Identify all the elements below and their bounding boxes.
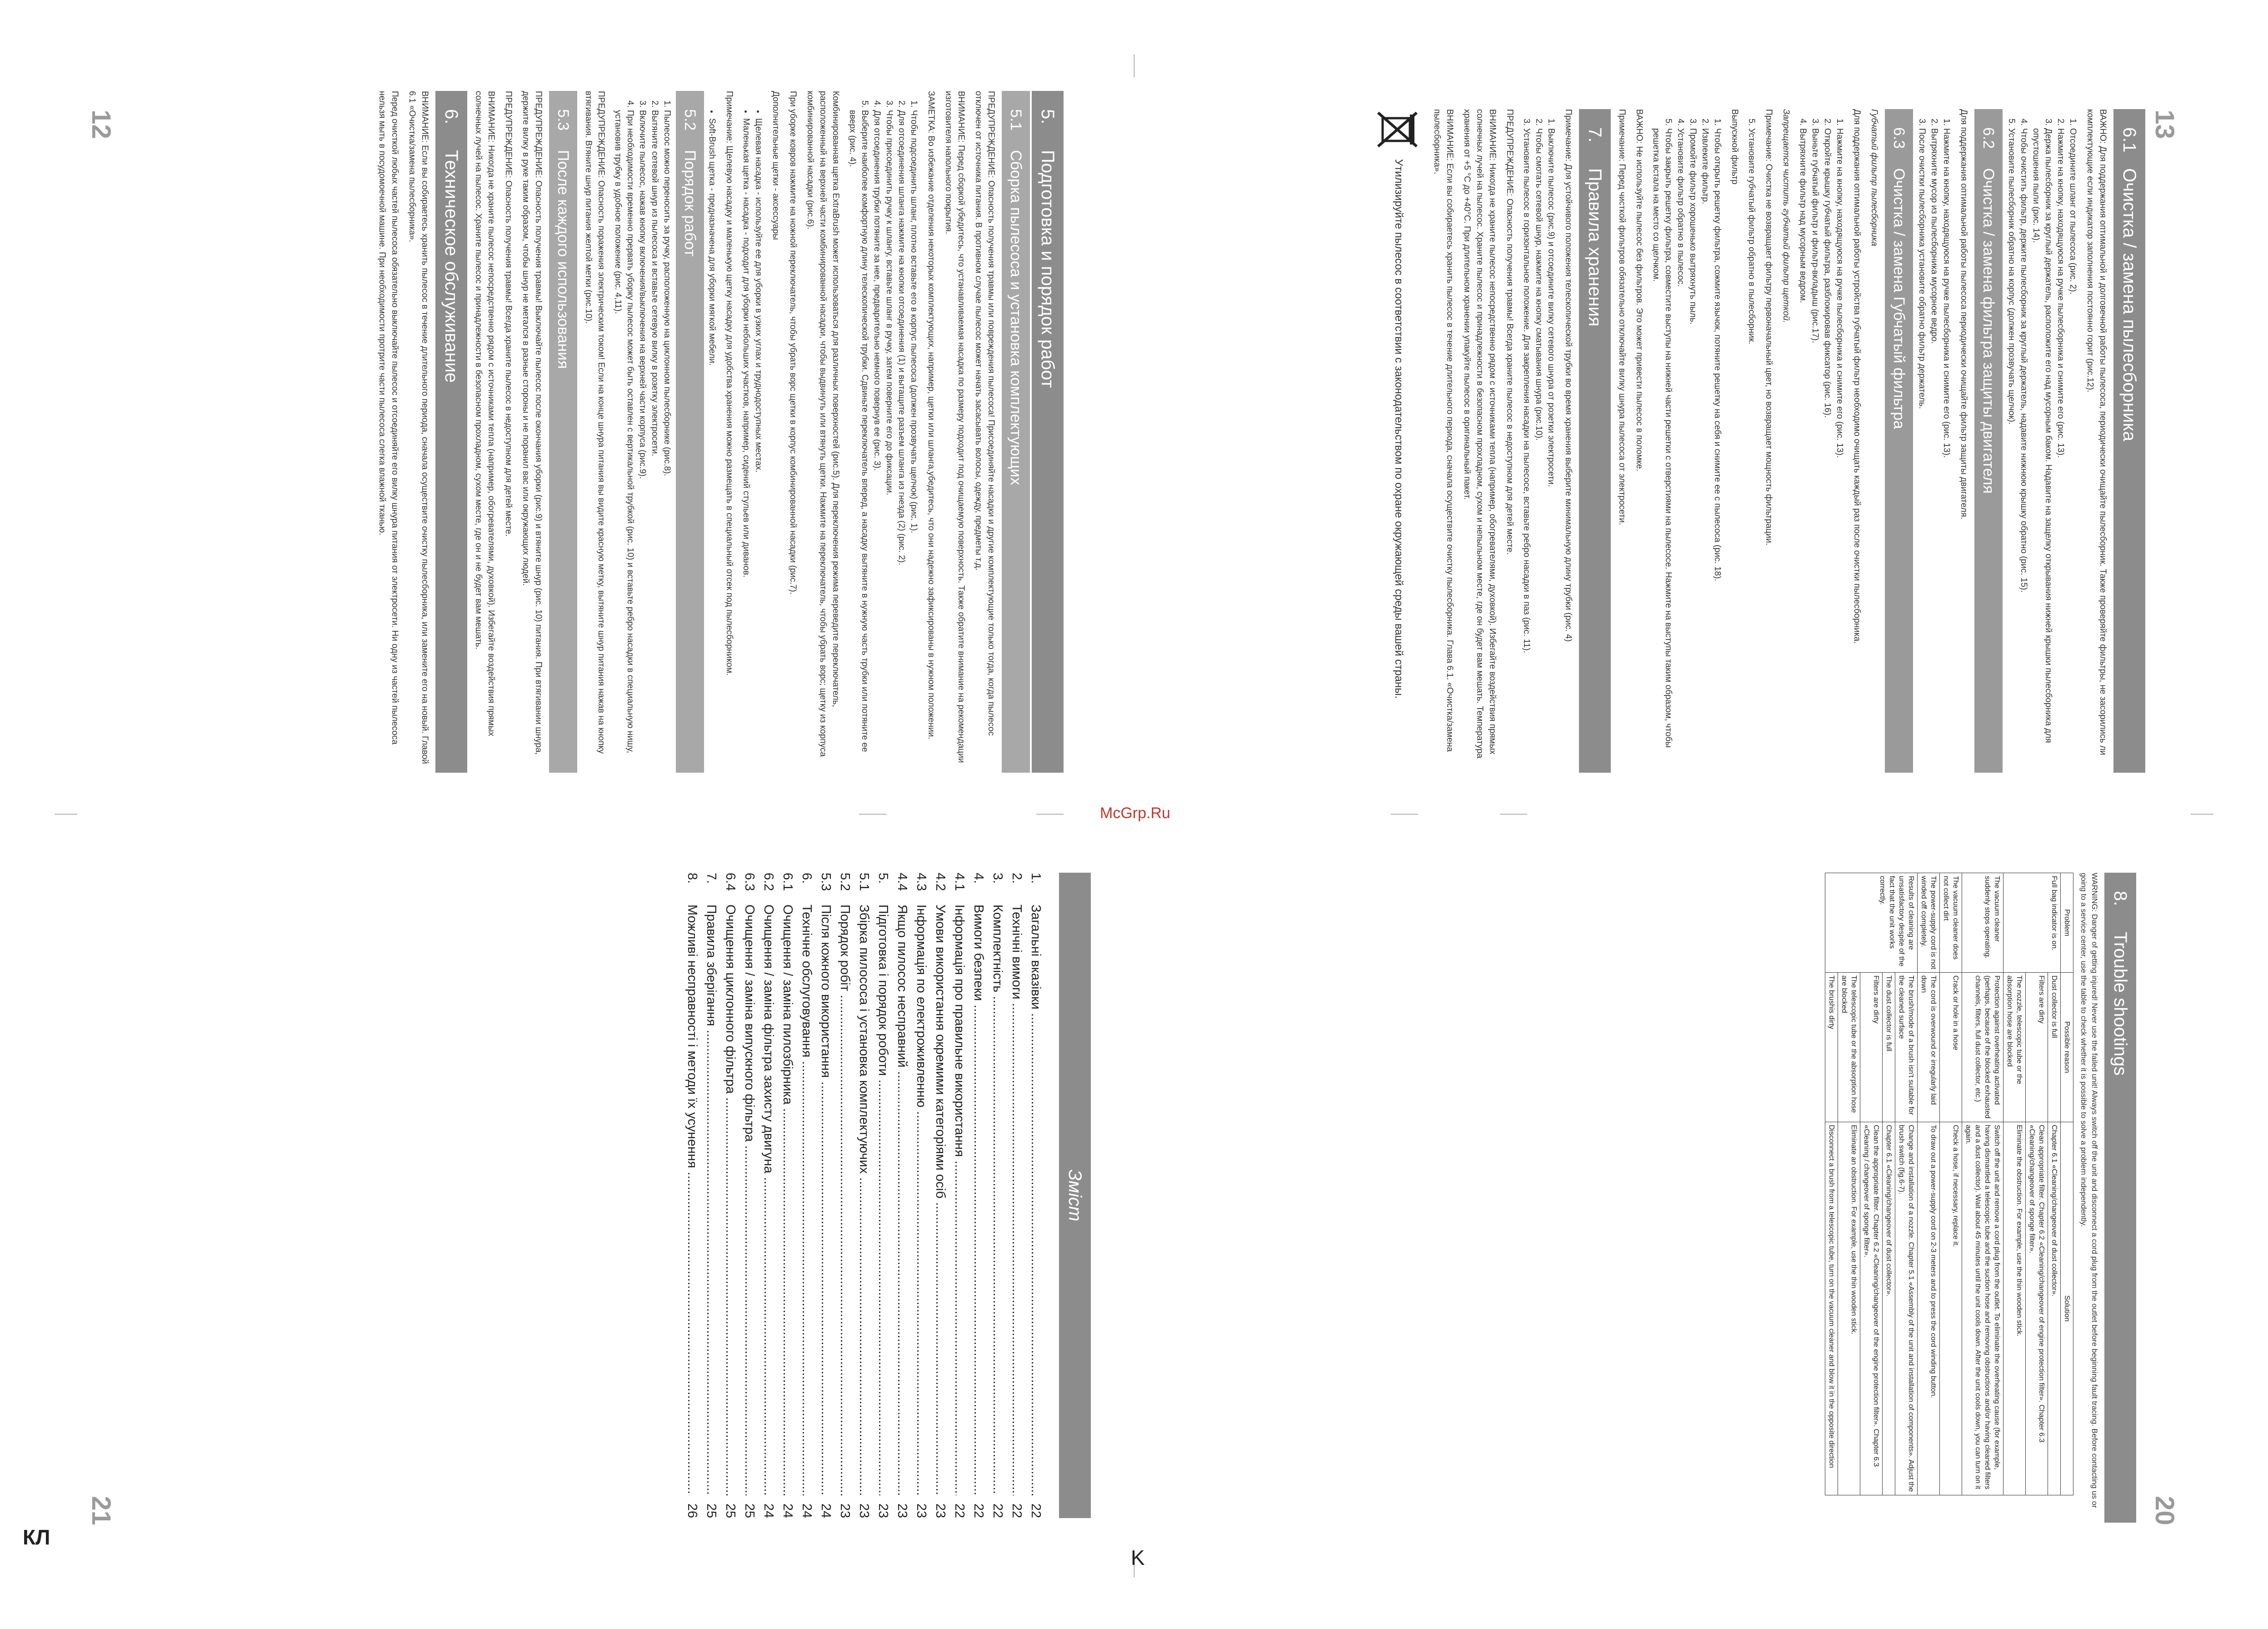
corner-mark-right: K: [1131, 1546, 1145, 1569]
table-cell: The brush/mode of a brush isn't suitable for the cleaned surface: [1895, 973, 1918, 1122]
crop-mark: [859, 814, 886, 815]
table-cell: Dust collector is full: [2048, 973, 2061, 1122]
table-cell: Protection against overheating activated (perhaps, because of the blocked exhausted channels, filters, full dust collector, etc.): [1962, 973, 2003, 1122]
toc-row[interactable]: 4.1 Інформація про правильне використання ..... 22: [950, 873, 969, 1518]
toc-row[interactable]: 5. Підготовка і порядок роботи ..... 23: [874, 873, 893, 1518]
accessories-list: [740, 91, 764, 773]
softbrush-list: [706, 91, 718, 773]
page-20-troubleshooting: [1636, 873, 2136, 1523]
list-item: 1. Нажмите на кнопку, находящуюся на ручке пылесборника и снимите его (рис. 13).: [1940, 128, 1953, 773]
page-13: [1182, 109, 2145, 773]
toc-row[interactable]: 4.3 Інформація по електроживленню ..... 23: [912, 873, 931, 1518]
toc-row[interactable]: 6.3 Очищення / заміна випускного фільтра ..... 25: [740, 873, 759, 1518]
attention-text: ВНИМАНИЕ: Если вы собираетесь хранить пылесос в течение длительного периода, сначала осуществите очистку пылесборника. Глава 6.1. «Очистка/замена пылесборника».: [1432, 109, 1454, 752]
list-item: 2. Извлеките фильтр.: [1699, 128, 1711, 773]
toc-row[interactable]: 4.4 Якщо пилосос несправний ..... 23: [893, 873, 912, 1518]
important-text: ВАЖНО: Для поддержания оптимальной и долговечной работы пылесоса, периодически очищайте пылесборник. Также проверяйте фильтры, не засорились ли комплектующие если индикатор заполнения постоянно горит (рис.12).: [2085, 109, 2108, 755]
list-item: 1. Пылесос можно переносить за ручку, расположенную на циклонном пылесборнике (рис.8).: [661, 110, 673, 773]
list-item: 3. Включите пылесос, нажав кнопку включения/выключения на верхней части корпуса (рис.9).: [636, 110, 649, 773]
list-item: 3. Держа пылесборник за круглый держатель, расположите его над мусорным баком. Надавите на защелку открывания нижней крышки пылесборника для опустошения пыли (рис. 14).: [2030, 128, 2054, 773]
list-item: 2. Для отсоединения шланга нажмите на кнопки отсоединения (1) и вытащите разъем шланга из гнезда (2) (рис. 2).: [895, 110, 908, 773]
attention-text: ВНИМАНИЕ: Никогда не храните пылесос непосредственно рядом с источниками тепла (например, обогревателями, духовкой). Избегайте воздействия прямых солнечных лучей на пылесос. Храните пылесос и принадлежности в безопасном прохладном, сухом месте, где он и не будет вам мешать.: [474, 91, 496, 736]
table-cell: Results of cleaning are unsatisfactory despite of the fact that the unit works correctly.: [1825, 873, 1918, 973]
section-7-header: 7.Правила хранения: [1579, 109, 1611, 773]
list-item: 3. Установите пылесос в горизонтальное положение. Для закрепления насадки на пылесосе, вставьте ребро насадки в паз (рис. 11).: [1520, 128, 1533, 773]
section-6-1-header: 6.1Очистка / замена пылесборника: [2113, 109, 2145, 773]
column-header: Possible reason: [2061, 973, 2073, 1122]
list-item: 1. Чтобы подсоединить шланг, плотно вставьте его в корпус пылесоса (должен прозвучать щелчок) (рис. 1).: [908, 110, 920, 773]
table-cell: The cord is overwound or irregularly laid down: [1918, 973, 1940, 1122]
list-item: 4. Установите фильтр обратно в пылесос.: [1674, 128, 1687, 773]
table-cell: The vacuum cleaner suddenly stops operating.: [1962, 873, 2003, 973]
toc-row[interactable]: 3. Комплектність ..... 22: [988, 873, 1007, 1518]
table-cell: Filters are dirty: [1860, 973, 1883, 1122]
list-item: 2. Вытряхните мусор из пылесборника мусорное ведро.: [1928, 128, 1940, 773]
table-cell: Chapter 6.1 «Cleaning/changeover of dust collector».: [1883, 1122, 1895, 1495]
list-item: 3. После очистки пылесборника установите обратно фильтр держатель.: [1916, 128, 1928, 773]
section-8-header: 8.Trouble shootings: [2104, 873, 2136, 1523]
toc-row[interactable]: 5.1 Збірка пилососа і установка комплектуючих ..... 23: [854, 873, 874, 1518]
sponge-filter-step-5: [1745, 109, 1758, 773]
recycle-block: [1376, 109, 1421, 773]
toc-row[interactable]: 6.4 Очищення циклонного фільтра ..... 25: [721, 873, 740, 1518]
page-12: [223, 91, 1064, 773]
storage-note: Примечание: Щелевую насадку и маленькую щетку насадку для удобства хранения можно размещать в специальный отсек под пылесборником.: [724, 91, 734, 676]
table-cell: The nozzle, telescopic tube or the absorption hose are blocked: [2003, 973, 2026, 1122]
note-text: Примечание: Перед чисткой фильтров обязательно отключайте вилку шнура пылесоса от электросети.: [1617, 109, 1627, 525]
column-header: Solution: [2061, 1122, 2073, 1495]
table-cell: Check a hose, if necessary, replace it.: [1940, 1122, 1962, 1495]
section-6-3-header: 6.3Очистка / замена Губчатый фильтра: [1885, 109, 1913, 773]
motor-filter-steps: [1916, 109, 1953, 773]
section-5-2-header: 5.2Порядок работ: [676, 91, 704, 773]
table-cell: Eliminate the obstruction. For example, use the thin wooden stick.: [2003, 1122, 2026, 1495]
list-item: 5. Чтобы закрыть решетку фильтра, совместите выступы на нижней части решетки с отверстиями на пылесосе. Нажмите на выступы таким образом, чтобы решетка встала на место со щелчком.: [1650, 128, 1674, 773]
list-item: 1. Выключите пылесос (рис.9) и отсоедините вилку сетевого шнура от розетки электросети.: [1545, 128, 1557, 773]
list-item: 4. Чтобы очистить фильтр, держите пылесборник за круглый держатель, надавите нижнюю крышку обратно (рис. 15).: [2018, 128, 2030, 773]
sponge-filter-steps: [1797, 109, 1846, 773]
table-cell: To draw out a power-supply cord on 2-3 meters and to press the cord winding button.: [1918, 1122, 1940, 1495]
table-cell: Disconnect a brush from a telescopic tube, turn on the vacuum cleaner and blow it in the opposite direction: [1825, 1122, 1838, 1495]
table-cell: The vacuum cleaner does not collect dirt: [1940, 873, 1962, 973]
toc-row[interactable]: 5.3 Після кожного використання ..... 24: [816, 873, 835, 1518]
list-item: 4. Для отсоединения трубки потяните за нее, предварительно немного повернув ее (рис. 3).: [871, 110, 883, 773]
section-6-2-header: 6.2Очистка / замена фильтра защиты двигателя: [1974, 109, 2003, 773]
table-row: [1918, 873, 1940, 1495]
toc-row[interactable]: 6.1 Очищення / заміна пилозбірника ..... 24: [778, 873, 797, 1518]
toc-row[interactable]: 6. Технічне обслуговування ..... 24: [797, 873, 816, 1518]
warning-text: ПРЕДУПРЕЖДЕНИЕ: Опасность получения травмы! Выключайте пылесос после окончания уборки (рис.9) и втяните шнур (рис. 10) питания. При втягивании шнура, держите вилку в руке таким образом, чтобы шнур не метался в разные стороны и не поранил вас или окружающих людей.: [521, 91, 543, 755]
section-5-1-header: 5.1Сборка пылесоса и установка комплектующих: [1002, 91, 1030, 773]
page-number-bottom-right: 20: [2149, 1496, 2179, 1525]
warning-text: WARNING: Danger of getting injured! Never use the failed unit! Always switch off the unit and disconnect a cord plug from the outlet before beginning fault tracing. Before contacting us or going to a service center, use the table to check whether it is possible to solve a problem independently.: [2079, 873, 2099, 1508]
list-item: 1. Нажмите на кнопку, находящуюся на ручке пылесборника и снимите его (рис. 13).: [1833, 128, 1846, 773]
toc-row[interactable]: 4. Вимоги безпеки ..... 22: [969, 873, 988, 1518]
intro-text: Для поддержания оптимальной работы устройства губчатый фильтр необходимо очищать каждый раз после очистки пылесборника.: [1852, 109, 1862, 644]
warning-power: ПРЕДУПРЕЖДЕНИЕ: Опасность поражения электрическим током! Если на конце шнура питания вы видите красную метку, вытяните шнур питания нажав на кнопку втягивания. Втяните шнур питания желтой метки (рис.10).: [584, 91, 606, 754]
table-cell: The power-supply cord is not winded off completely.: [1918, 873, 1940, 973]
page-21-toc: [614, 873, 1091, 1518]
crop-mark: [1500, 814, 1527, 815]
note-text: ЗАМЕТКА: Во избежание отделения некоторых комплектующих, например, щетки или шланга,убедитесь, что они надежно зафиксированы в нужном положении.: [926, 91, 936, 740]
toc-row[interactable]: 7. Правила зберігання ..... 25: [702, 873, 721, 1518]
page-number-top-left: 12: [86, 110, 116, 139]
note-text: Примечание: Для устойчивого положения телескопической трубки во время хранения выберите минимальную длину трубки (рис. 4): [1564, 109, 1573, 642]
table-cell: Clean appropriate filter. Chapter 6.2 «Cleaning/changeover of engine protection filter». Chapter 6.3 «Cleaning/changeover of sponge filter».: [2026, 1122, 2048, 1495]
table-cell: Crack or hole in a hose: [1940, 973, 1962, 1122]
list-item: 5. Установите пылесборник обратно на корпус (должен прозвучать щелчок).: [2005, 128, 2018, 773]
list-item: 2. Откройте крышку губчатый фильтра, разблокировав фиксатор (рис. 16).: [1821, 128, 1833, 773]
toc-row[interactable]: 4.2 Умови використання окремими категоріями осіб ..... 23: [931, 873, 950, 1518]
table-cell: Chapter 6.1 «Cleaning/changeover of dust collector».: [2048, 1122, 2061, 1495]
table-cell: Change and installation of a nozzle. Chapter 5.1 «Assembly of the unit and installation of components». Adjust the brush switch (fig.6-7).: [1895, 1122, 1918, 1495]
section-6-header: 6.Техническое обслуживание: [435, 91, 467, 773]
toc-row[interactable]: 6.2 Очищення / заміна фільтра захисту двигуна ..... 24: [759, 873, 778, 1518]
attention-text: ВНИМАНИЕ: Если вы собираетесь хранить пылесос в течение длительного периода, сначала осуществите очистку пылесборника, или замените его на новый. Главой 6.1 «Очистка/замена пылесборника».: [407, 91, 430, 764]
list-item: 2. Нажмите на кнопку, находящуюся на ручке пылесборника и снимите его (рис. 13).: [2054, 128, 2067, 773]
crop-mark: [1036, 814, 1064, 815]
table-cell: Eliminate an obstruction. For example, use the thin wooden stick.: [1838, 1122, 1860, 1495]
toc-row[interactable]: 5.2 Порядок робіт ..... 23: [835, 873, 854, 1518]
toc-list: [683, 873, 1045, 1518]
page-number-top-right: 13: [2149, 110, 2179, 139]
table-cell: Filters are dirty: [2026, 973, 2048, 1122]
carpet-text: При уборке ковров нажмите на ножной переключатель, чтобы убрать ворс щетки в корпус комбинированной насадки (рис.7).: [788, 91, 798, 595]
intro-text: Для поддержания оптимальной работы пылесоса периодически очищайте фильтр защиты двигателя.: [1959, 109, 1968, 520]
list-item: 3. Выньте губчатый фильтр и фильтр-вкладыш (рис.17).: [1809, 128, 1821, 773]
list-item: 2. Чтобы смотать сетевой шнур, нажмите на кнопку сматывания шнура (рис.10).: [1533, 128, 1545, 773]
section-5-3-header: 5.3После каждого использования: [549, 91, 577, 773]
dust-collector-steps: [2005, 109, 2079, 773]
table-row: [2048, 873, 2061, 1495]
table-cell: Full bag indicator is on.: [2003, 873, 2061, 973]
list-item: 1. Чтобы открыть решетку фильтра, сожмите язычок, потяните решетку на себя и снимите ее с пылесоса (рис. 18).: [1711, 128, 1723, 773]
attention-text: ВНИМАНИЕ: Никогда не храните пылесос непосредственно рядом с источниками тепла (например, обогревателями, духовкой). Избегайте воздействия прямых солнечных лучей на пылесос. Храните пылесос и принадлежности в безопасном прохладном, сухом и непыльном месте, где он будет вам мешать. Температура хранения от +5 °С до +40°С. При длительном хранении упакуйте пылесос в оригинальный пакет.: [1462, 109, 1497, 759]
crossed-bin-icon: [1376, 109, 1421, 150]
attention-text: ВНИМАНИЕ: Перед сборкой убедитесь, что устанавливаемая насадка по размеру подходит под очищаемую поверхность. Также обратите внимание на рекомендации изготовителя напольного покрытия.: [944, 91, 966, 763]
toc-row[interactable]: 8. Можливі несправності і методи їх усунення ..... 26: [683, 873, 702, 1518]
important-text: ВАЖНО: Не используйте пылесос без фильтров. Это может привести пылесос в поломке.: [1634, 109, 1644, 471]
forbidden-text: Запрещается чистить губчатый фильтр щеткой.: [1781, 109, 1791, 323]
watermark: McGrp.Ru: [1100, 805, 1170, 822]
crop-mark: [55, 814, 77, 815]
list-item: 5. Установите губчатый фильтр обратно в пылесборник.: [1745, 128, 1758, 773]
list-item: 4. Вытряхните фильтр над мусорным ведром.: [1797, 128, 1809, 773]
table-cell: Switch off the unit and remove a cord plug from the outlet. To eliminate the overheating cause (for example, having dismantled a telescopic tube and the suction hose and removing obstructions and/or having cleaned filters and a dust collector). Wait about 45 minutes until the unit cools down. After the unit cools down, you can turn on it again.: [1962, 1122, 2003, 1495]
list-item: 1. Отсоедините шланг от пылесоса (рис. 2).: [2067, 128, 2079, 773]
warning-text: ПРЕДУПРЕЖДЕНИЕ: Опасность получения травмы! Всегда храните пылесос в недоступном для детей месте.: [1505, 109, 1514, 555]
maintenance-text: Перед очисткой любых частей пылесоса обязательно выключайте пылесос и отсоединяйте его вилку шнура питания от электросети. Ни одну из частей пылесоса нельзя мыть в посудомоечной машине. При необходимости протрите части пылесоса слегка влажной тканью.: [377, 91, 400, 745]
list-item: 3. Промойте фильтр хорошенько вытряхнуть пыль.: [1687, 128, 1699, 773]
crop-mark: [1134, 55, 1135, 77]
table-cell: The telescopic tube or the absorption hose are blocked: [1838, 973, 1860, 1122]
section-5-header: 5.Подготовка и порядок работ: [1032, 91, 1064, 773]
subsection-title: Губчатый фильтр пылесборника: [1869, 109, 1879, 246]
corner-mark-left: КЛ: [23, 1525, 50, 1549]
table-row: [1895, 873, 1918, 1495]
list-item: 4. При необходимости временно прервать уборку пылесос может быть оставлен с вертикальной трубкой (рис. 10) и вставьте ребро насадки в специальную нишу, установив трубку в удобное положение (рис. 4,11).: [612, 110, 636, 773]
troubleshooting-table: [1825, 873, 2073, 1495]
list-item: • Soft-Brush щетка - предназначена для уборки мягкой мебели.: [706, 118, 718, 773]
recycle-text: Утилизируйте пылесос в соответствии с законодательством по охране окружающей среды вашей страны.: [1393, 159, 1405, 699]
outlet-filter-title: Выпускной фильтр: [1730, 109, 1739, 185]
page-number-bottom-left: 21: [86, 1496, 116, 1525]
table-row: [1962, 873, 2003, 1495]
accessories-title: Дополнительные щетки - аксессуары: [771, 91, 780, 240]
list-item: 2. Вытяните сетевой шнур из пылесоса и вставьте сетевую вилку в розетку электросети.: [649, 110, 661, 773]
table-cell: The brushis dirty: [1825, 973, 1838, 1122]
operation-steps: [612, 91, 673, 773]
table-cell: Clean the appropriate filter. Chapter 6.2 «Cleaning/changeover of the engine protection filter». Chapter 6.3 «Cleaning / changeover of sponge filter».: [1860, 1122, 1883, 1495]
toc-row[interactable]: 2. Технічні вимоги ..... 22: [1007, 873, 1026, 1518]
outlet-filter-steps: [1650, 109, 1723, 773]
crop-mark: [1391, 814, 1418, 815]
storage-steps: [1520, 109, 1557, 773]
assembly-steps: [846, 91, 920, 773]
combi-brush-text: Комбинированная щетка ExtraBrush может использоваться для различных поверхностей (рис.5). Для переключения режима переведите переключатель, расположенный на верхней части комбинированной насадки, чтобы выдвинуть или втянуть щетки. Нажмите на переключатель, чтобы убрать ворс; щетку из корпуса комбинированной насадки (рис.6).: [805, 91, 840, 757]
toc-title: Зміст: [1059, 873, 1091, 1518]
list-item: 3. Чтобы присоединить ручку к шлангу, вставьте шланг в ручку, затем поверните его до фиксации.: [883, 110, 895, 773]
table-row: [1940, 873, 1962, 1495]
note-text: Примечание: Очистка не возвращает фильтру первоначальный цвет, но возвращает мощность фильтрации.: [1764, 109, 1773, 545]
list-item: • Маленькая щетка - насадка - подходит для уборки небольших участков, например, сидений стульев или диванов.: [740, 118, 752, 773]
list-item: • Щелевая насадка - используйте ее для уборки в узких углах и труднодоступных местах.: [752, 118, 764, 773]
list-item: 5. Выберите наиболее комфортную длину телескопической трубки. Сдвиньте переключатель вперед, а насадку вытяните в нужную часть трубки или потяните ее вверх (рис. 4).: [846, 110, 871, 773]
crop-mark: [2191, 814, 2213, 815]
column-header: Problem: [2061, 873, 2073, 973]
table-cell: The dust collector is full: [1883, 973, 1895, 1122]
warning-text: ПРЕДУПРЕЖДЕНИЕ: Опасность получения травмы или повреждения пылесоса! Присоединяйте насадки и другие комплектующие только тогда, когда пылесос отключен от источника питания. В противном случае пылесос может начать засасывать волосы, одежду, предметы т.д.: [974, 91, 996, 736]
warning-text: ПРЕДУПРЕЖДЕНИЕ: Опасность получения травмы! Всегда храните пылесос в недоступном для детей месте.: [504, 91, 513, 537]
toc-row[interactable]: 1. Загальні вказівки ..... 22: [1026, 873, 1045, 1518]
